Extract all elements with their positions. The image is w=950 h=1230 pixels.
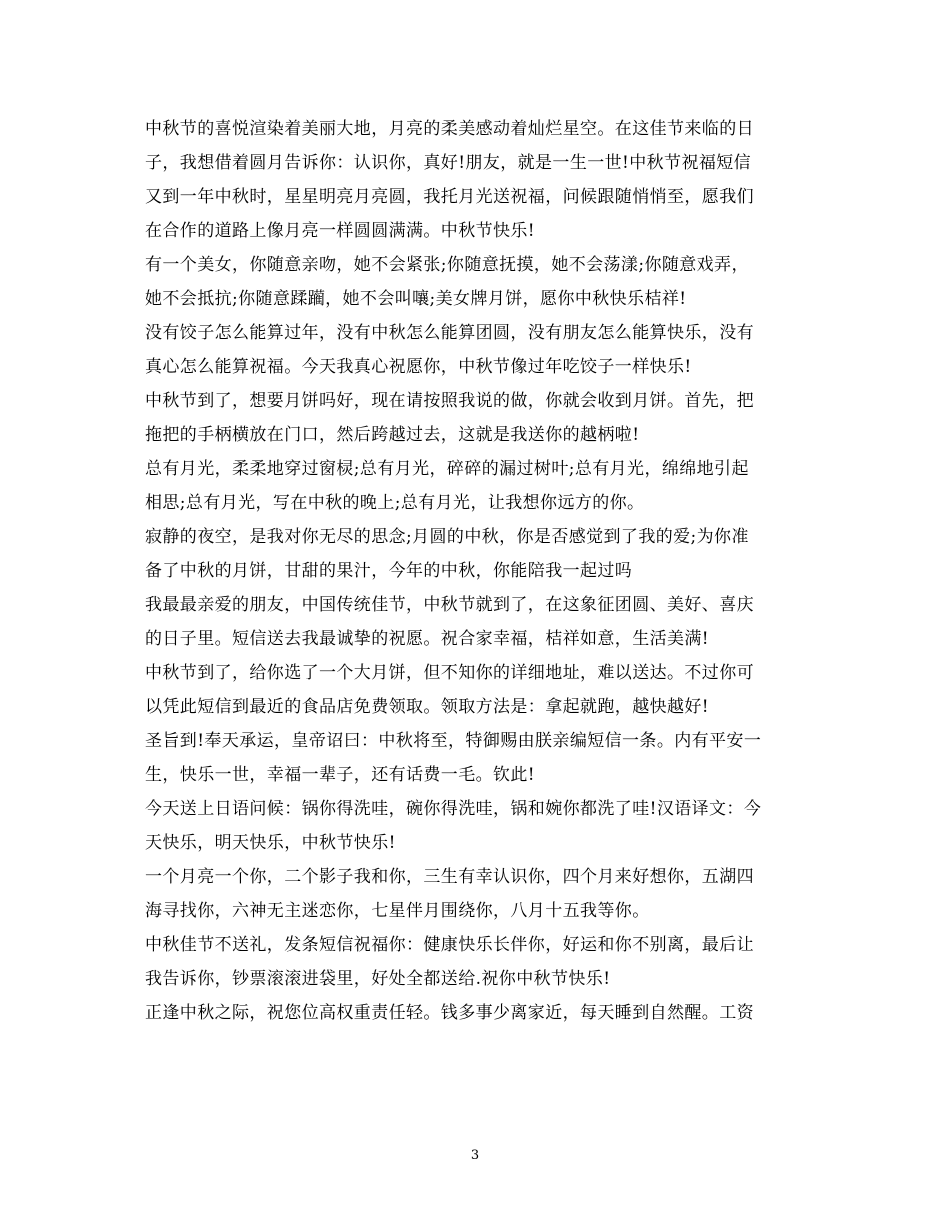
text-line: 中秋佳节不送礼，发条短信祝福你：健康快乐长伴你，好运和你不别离，最后让	[145, 935, 754, 955]
text-line: 以凭此短信到最近的食品店免费领取。领取方法是：拿起就跑，越快越好!	[145, 697, 710, 717]
text-line: 中秋节的喜悦渲染着美丽大地，月亮的柔美感动着灿烂星空。在这佳节来临的日	[145, 119, 754, 139]
page-number: 3	[470, 1148, 480, 1163]
text-line: 今天送上日语问候：锅你得洗哇，碗你得洗哇，锅和婉你都洗了哇!汉语译文：今	[145, 799, 762, 819]
text-line: 天快乐，明天快乐，中秋节快乐!	[145, 833, 396, 853]
text-line: 在合作的道路上像月亮一样圆圆满满。中秋节快乐!	[145, 221, 536, 241]
text-line: 我告诉你，钞票滚滚进袋里，好处全都送给.祝你中秋节快乐!	[145, 969, 611, 989]
text-line: 一个月亮一个你，二个影子我和你，三生有幸认识你，四个月来好想你，五湖四	[145, 867, 754, 887]
text-line: 正逢中秋之际，祝您位高权重责任轻。钱多事少离家近，每天睡到自然醒。工资	[145, 1003, 754, 1023]
text-line: 总有月光，柔柔地穿过窗棂;总有月光，碎碎的漏过树叶;总有月光，绵绵地引起	[145, 459, 749, 479]
text-line: 没有饺子怎么能算过年，没有中秋怎么能算团圆，没有朋友怎么能算快乐，没有	[145, 323, 754, 343]
text-body	[145, 112, 805, 1030]
text-line: 备了中秋的月饼，甘甜的果汁，今年的中秋，你能陪我一起过吗	[145, 561, 633, 581]
text-line: 子，我想借着圆月告诉你：认识你，真好!朋友，就是一生一世!中秋节祝福短信	[145, 153, 752, 173]
text-line: 有一个美女，你随意亲吻，她不会紧张;你随意抚摸，她不会荡漾;你随意戏弄，	[145, 255, 749, 275]
text-line: 的日子里。短信送去我最诚挚的祝愿。祝合家幸福，桔祥如意，生活美满!	[145, 629, 710, 649]
text-line: 中秋节到了，想要月饼吗好，现在请按照我说的做，你就会收到月饼。首先，把	[145, 391, 754, 411]
text-line: 寂静的夜空，是我对你无尽的思念;月圆的中秋，你是否感觉到了我的爱;为你准	[145, 527, 749, 547]
text-line: 中秋节到了，给你选了一个大月饼，但不知你的详细地址，难以送达。不过你可	[145, 663, 754, 683]
text-line: 拖把的手柄横放在门口，然后跨越过去，这就是我送你的越柄啦!	[145, 425, 640, 445]
text-line: 我最最亲爱的朋友，中国传统佳节，中秋节就到了，在这象征团圆、美好、喜庆	[145, 595, 754, 615]
text-line: 海寻找你，六神无主迷恋你，七星伴月围绕你，八月十五我等你。	[145, 901, 650, 921]
text-line: 她不会抵抗;你随意蹂躏，她不会叫嚷;美女牌月饼，愿你中秋快乐桔祥!	[145, 289, 687, 309]
text-line: 生，快乐一世，幸福一辈子，还有话费一毛。钦此!	[145, 765, 536, 785]
text-line: 真心怎么能算祝福。今天我真心祝愿你，中秋节像过年吃饺子一样快乐!	[145, 357, 692, 377]
text-line: 相思;总有月光，写在中秋的晚上;总有月光，让我想你远方的你。	[145, 493, 645, 513]
text-line: 又到一年中秋时，星星明亮月亮圆，我托月光送祝福，问候跟随悄悄至，愿我们	[145, 187, 754, 207]
text-line: 圣旨到!奉天承运，皇帝诏曰：中秋将至，特御赐由朕亲编短信一条。内有平安一	[145, 731, 762, 751]
